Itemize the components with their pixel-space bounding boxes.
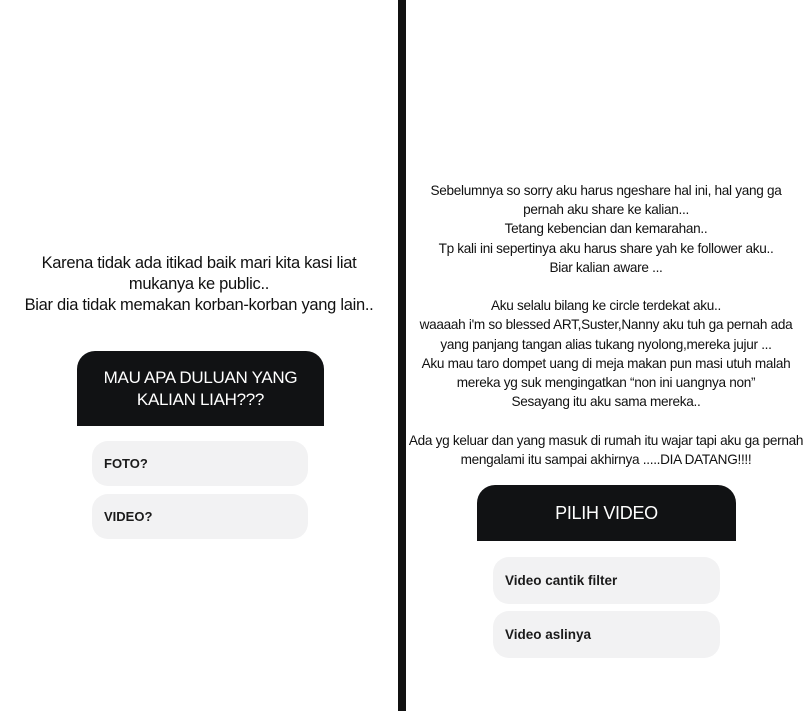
- poll-option-video-original[interactable]: [493, 611, 720, 658]
- panel-divider: [398, 0, 406, 711]
- poll-option-foto[interactable]: [92, 441, 308, 486]
- story-caption: Sebelumnya so sorry aku harus ngeshare hal ini, hal yang ga pernah aku share ke kalian... Tetang kebencian dan kemarahan.. Tp kali ini sepertinya aku harus share yah ke follower aku.. Biar kalian aware ... Aku selalu bilang ke circle terdekat aku.. waaaah i'm so blessed ART,Suster,Nanny aku tuh ga pernah ada yang panjang tangan alias tukang nyolong,mereka jujur ... Aku mau taro dompet uang di meja makan pun masi utuh malah mereka yg suk mengingatkan “non ini uangnya non” Sesayang itu aku sama mereka.. Ada yg keluar dan yang masuk di rumah itu wajar tapi aku ga pernah mengalami itu sampai akhirnya .....DIA DATANG!!!!: [408, 183, 804, 467]
- poll-option-label: FOTO?: [104, 456, 148, 471]
- poll-question: MAU APA DULUAN YANG KALIAN LIAH???: [77, 351, 324, 426]
- poll-option-label: Video cantik filter: [505, 573, 618, 588]
- poll-option-label: VIDEO?: [104, 509, 153, 524]
- poll-option-video[interactable]: [92, 494, 308, 539]
- story-caption: Karena tidak ada itikad baik mari kita kasi liat mukanya ke public.. Biar dia tidak memakan korban-korban yang lain..: [24, 254, 374, 314]
- poll-question: PILIH VIDEO: [477, 485, 736, 541]
- story-panel-left: [0, 0, 398, 711]
- poll-option-video-filter[interactable]: [493, 557, 720, 604]
- poll-option-label: Video aslinya: [505, 627, 592, 642]
- story-panel-right: [406, 0, 806, 711]
